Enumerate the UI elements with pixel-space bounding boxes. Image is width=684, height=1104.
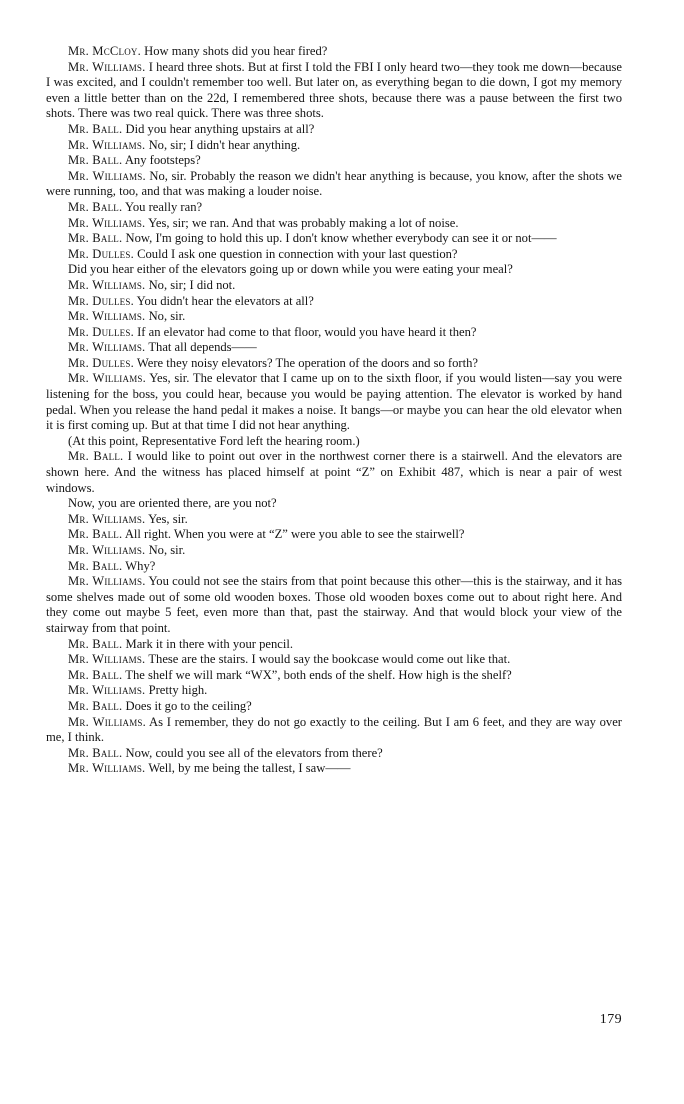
paragraph-text: (At this point, Representative Ford left the hearing room.) [68,433,360,448]
transcript-paragraph [46,262,622,278]
speaker-label: Mr. Ball. [68,153,123,168]
paragraph-text: Pretty high. [148,683,208,698]
speaker-label: Mr. Ball. [68,636,123,651]
speaker-label: Mr. Ball. [68,698,123,713]
speaker-label: Mr. Williams. [68,543,146,557]
speaker-label: Mr. Williams. [68,340,146,355]
speaker-label: Mr. Williams. [68,137,146,152]
speaker-label: Mr. Williams. [68,511,146,526]
transcript-body [46,44,622,777]
speaker-label: Mr. Williams. [68,59,146,74]
speaker-label: Mr. Dulles. [68,246,134,261]
speaker-label: Mr. Williams. [68,714,146,729]
speaker-label: Mr. Williams. [68,309,146,324]
speaker-label: Mr. McCloy. [68,44,141,58]
transcript-paragraph [46,325,622,341]
paragraph-text: Mark it in there with your pencil. [125,636,294,651]
transcript-paragraph [46,668,622,684]
paragraph-text: Could I ask one question in connection with your last question? [137,246,458,261]
paragraph-text: Any footsteps? [124,153,201,168]
paragraph-text: No, sir. [148,543,186,557]
paragraph-text: Now, I'm going to hold this up. I don't know whether everybody can see it or not—— [125,231,557,246]
paragraph-text: I would like to point out over in the northwest corner there is a stairwell. And the elevators are shown here. And the witness has placed himself at point “Z” on Exhibit 487, which is near a pair of west windows. [46,449,623,495]
transcript-paragraph [46,60,622,122]
transcript-paragraph [46,699,622,715]
paragraph-text: All right. When you were at “Z” were you able to see the stairwell? [124,527,465,542]
transcript-paragraph [46,278,622,294]
paragraph-text: No, sir; I didn't hear anything. [148,137,301,152]
transcript-paragraph [46,652,622,668]
speaker-label: Mr. Williams. [68,683,146,698]
paragraph-text: If an elevator had come to that floor, would you have heard it then? [137,324,477,339]
transcript-paragraph [46,122,622,138]
paragraph-text: No, sir. [148,309,186,324]
paragraph-text: As I remember, they do not go exactly to the ceiling. But I am 6 feet, and they are way over me, I think. [46,714,622,745]
transcript-paragraph [46,294,622,310]
speaker-label: Mr. Ball. [68,667,123,682]
transcript-paragraph [46,434,622,450]
transcript-paragraph [46,559,622,575]
paragraph-text: That all depends—— [148,340,257,355]
transcript-paragraph [46,340,622,356]
transcript-paragraph [46,371,622,433]
transcript-paragraph [46,574,622,636]
transcript-paragraph [46,153,622,169]
speaker-label: Mr. Williams. [68,652,146,667]
transcript-paragraph [46,512,622,528]
paragraph-text: You could not see the stairs from that point because this other—this is the stairway, and it has some shelves made out of some old wooden boxes. Those old wooden boxes come out to about right here. And they come out maybe 5 feet, even more than that, past the stairway. And that would block your view of the stairway from that point. [46,574,623,635]
transcript-paragraph [46,543,622,559]
transcript-paragraph [46,356,622,372]
speaker-label: Mr. Dulles. [68,293,134,308]
transcript-paragraph [46,138,622,154]
paragraph-text: Were they noisy elevators? The operation of the doors and so forth? [136,355,479,370]
transcript-paragraph [46,683,622,699]
transcript-paragraph [46,200,622,216]
transcript-paragraph [46,637,622,653]
paragraph-text: These are the stairs. I would say the bookcase would come out like that. [148,652,511,667]
transcript-paragraph [46,496,622,512]
paragraph-text: Now, could you see all of the elevators from there? [125,745,383,760]
paragraph-text: The shelf we will mark “WX”, both ends of the shelf. How high is the shelf? [125,667,512,682]
paragraph-text: How many shots did you hear fired? [144,44,328,58]
paragraph-text: You really ran? [125,199,203,214]
paragraph-text: Does it go to the ceiling? [125,698,252,713]
paragraph-text: Yes, sir. The elevator that I came up on to the sixth floor, if you would listen—say you were listening for the boss, you could hear, because you would be paying attention. The elevator is worked by hand pedal. When you release the hand pedal it makes a noise. It bangs—or maybe you can hear the old elevator when it is first coming up. But at that time I did not hear anything. [46,371,623,433]
paragraph-text: Why? [125,558,156,573]
speaker-label: Mr. Ball. [68,449,124,464]
transcript-paragraph [46,231,622,247]
transcript-paragraph [46,761,622,777]
speaker-label: Mr. Williams. [68,215,146,230]
paragraph-text: No, sir. Probably the reason we didn't hear anything is because, you know, after the shots we were running, too, and that was making a louder noise. [46,168,622,199]
speaker-label: Mr. Ball. [68,558,123,573]
paragraph-text: Well, by me being the tallest, I saw—— [148,761,351,776]
speaker-label: Mr. Dulles. [68,324,134,339]
transcript-paragraph [46,44,622,60]
speaker-label: Mr. Dulles. [68,355,134,370]
speaker-label: Mr. Williams. [68,761,146,776]
transcript-paragraph [46,449,622,496]
paragraph-text: I heard three shots. But at first I told the FBI I only heard two—they took me down—because I was excited, and I couldn't remember too well. But later on, as everything began to die down, I got my memory even a little better than on the 22d, I remembered three shots, because there was a pause between the first two shots. There was two real quick. There was three shots. [46,59,622,121]
speaker-label: Mr. Ball. [68,527,123,542]
transcript-paragraph [46,746,622,762]
transcript-paragraph [46,216,622,232]
paragraph-text: Did you hear either of the elevators going up or down while you were eating your meal? [68,262,513,277]
speaker-label: Mr. Williams. [68,168,146,183]
paragraph-text: You didn't hear the elevators at all? [136,293,314,308]
page-number: 179 [599,1012,622,1027]
speaker-label: Mr. Williams. [68,277,146,292]
speaker-label: Mr. Ball. [68,745,123,760]
paragraph-text: Did you hear anything upstairs at all? [125,121,315,136]
paragraph-text: Yes, sir; we ran. And that was probably making a lot of noise. [148,215,459,230]
transcript-paragraph [46,527,622,543]
transcript-paragraph [46,169,622,200]
paragraph-text: Now, you are oriented there, are you not? [68,496,277,511]
speaker-label: Mr. Williams. [68,574,146,589]
transcript-paragraph [46,715,622,746]
transcript-paragraph [46,309,622,325]
speaker-label: Mr. Ball. [68,121,123,136]
transcript-paragraph [46,247,622,263]
speaker-label: Mr. Ball. [68,199,123,214]
speaker-label: Mr. Ball. [68,231,123,246]
speaker-label: Mr. Williams. [68,371,146,386]
paragraph-text: Yes, sir. [148,511,188,526]
paragraph-text: No, sir; I did not. [148,277,236,292]
